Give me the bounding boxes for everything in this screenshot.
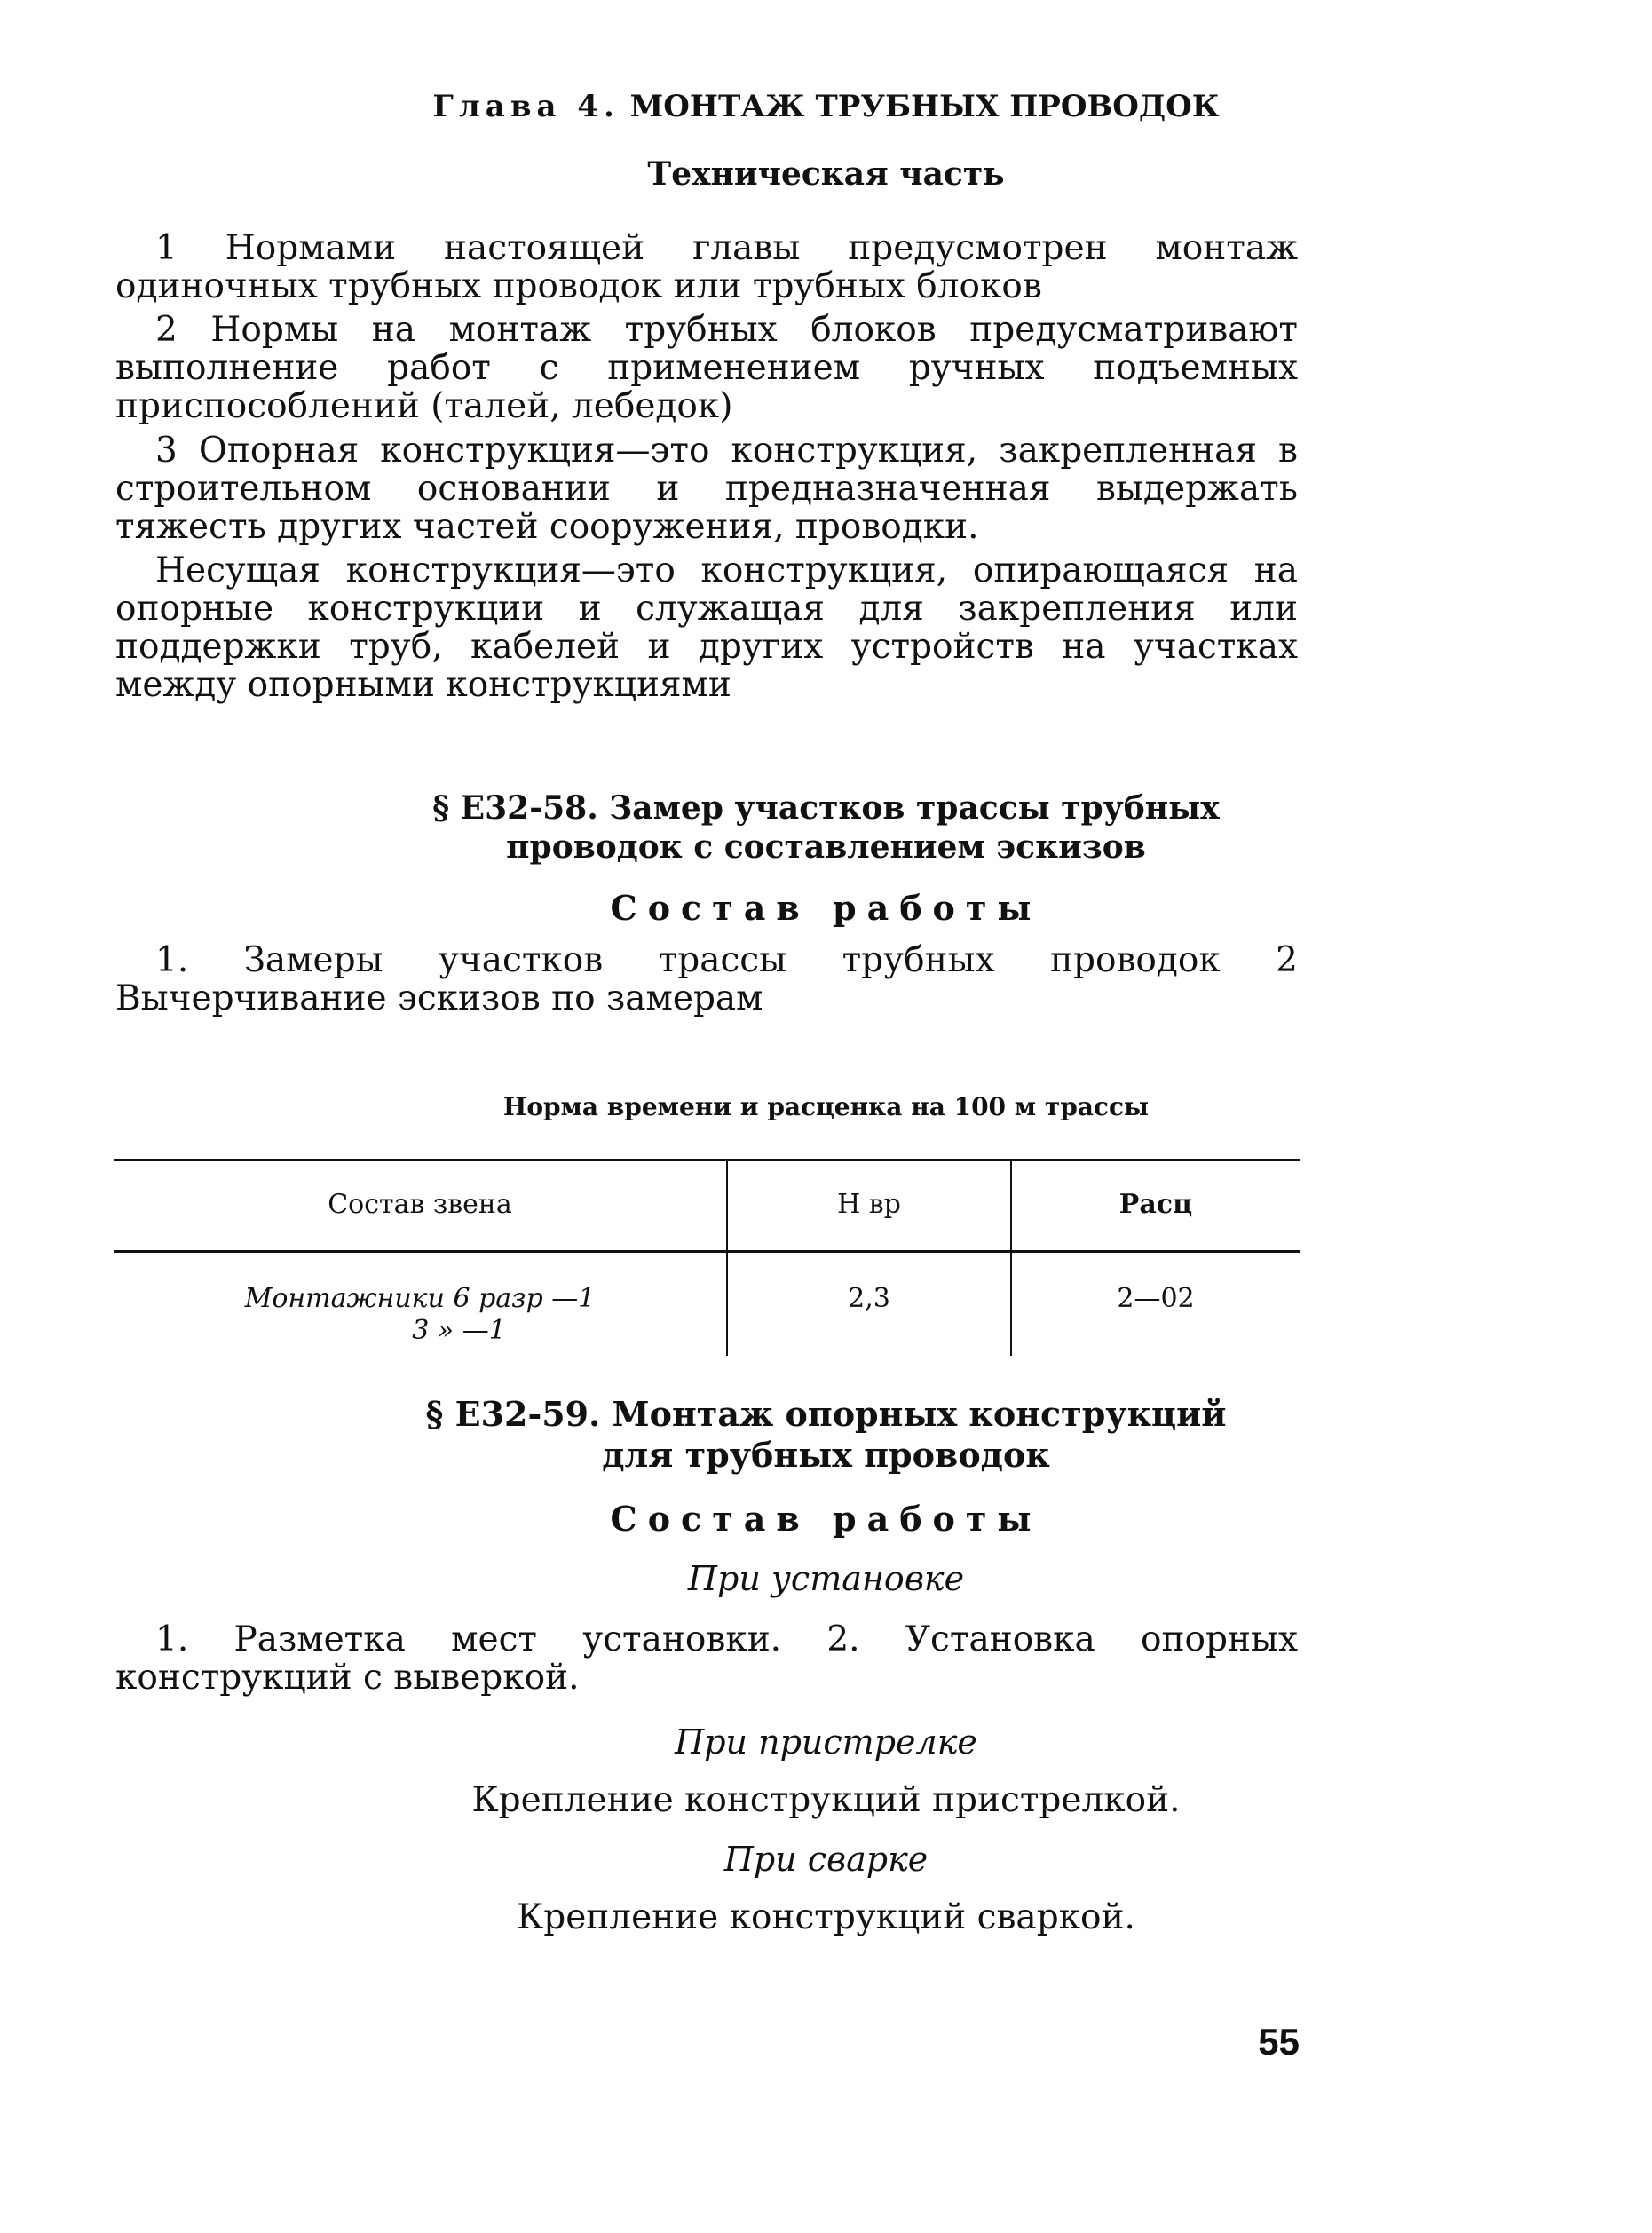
subheading-installation: При установке bbox=[687, 1559, 965, 1598]
table-caption: Норма времени и расценка на 100 м трассы bbox=[502, 1092, 1150, 1121]
subheading-shooting: При пристрелке bbox=[675, 1722, 977, 1762]
section-58-title: § Е32-58. Замер участков трассы трубных проводок с составлением эскизов bbox=[432, 789, 1220, 866]
shooting-text: Крепление конструкций пристрелкой. bbox=[471, 1780, 1181, 1820]
chapter-title: МОНТАЖ ТРУБНЫХ ПРОВОДОК bbox=[629, 89, 1220, 124]
tech-part-heading: Техническая часть bbox=[647, 155, 1005, 193]
chapter-heading bbox=[0, 89, 1652, 124]
table-top-rule bbox=[114, 1159, 1300, 1161]
table-header-rate: Расц bbox=[1118, 1189, 1193, 1220]
section-59-title: § Е32-59. Монтаж опорных конструкций для трубных проводок bbox=[425, 1394, 1227, 1475]
section-58-work-text: 1. Замеры участков трассы трубных проводок 2 Вычерчивание эскизов по замерам bbox=[115, 940, 1298, 1018]
section-58-work-heading: Состав работы bbox=[610, 888, 1042, 928]
tech-paragraph-3: 3 Опорная конструкция—это конструкция, закрепленная в строительном основании и предназначенная выдержать тяжесть других частей сооружения, проводки. bbox=[115, 431, 1298, 547]
page-number: 55 bbox=[1258, 2021, 1300, 2063]
norm-table bbox=[114, 1159, 1300, 1356]
section-59-work-heading: Состав работы bbox=[610, 1499, 1042, 1539]
table-cell-crew: Монтажники 6 разр —1 3 » —1 bbox=[244, 1283, 596, 1346]
installation-text: 1. Разметка мест установки. 2. Установка опорных конструкций с выверкой. bbox=[115, 1619, 1298, 1698]
tech-paragraph-1: 1 Нормами настоящей главы предусмотрен монтаж одиночных трубных проводок или трубных блоков bbox=[115, 228, 1298, 306]
table-header-norm: Н вр bbox=[837, 1189, 901, 1220]
tech-paragraph-4: Несущая конструкция—это конструкция, опирающаяся на опорные конструкции и служащая для закрепления или поддержки труб, кабелей и других устройств на участках между опорными конструкциями bbox=[115, 550, 1298, 705]
table-header-crew: Состав звена bbox=[328, 1189, 512, 1220]
welding-text: Крепление конструкций сваркой. bbox=[517, 1897, 1135, 1937]
table-cell-rate: 2—02 bbox=[1117, 1283, 1195, 1314]
table-cell-norm: 2,3 bbox=[848, 1283, 890, 1314]
chapter-prefix: Глава 4. bbox=[432, 89, 620, 124]
table-header-rule bbox=[114, 1250, 1300, 1253]
tech-paragraph-2: 2 Нормы на монтаж трубных блоков предусматривают выполнение работ с применением ручных подъемных приспособлений (талей, лебедок) bbox=[115, 310, 1298, 426]
subheading-welding: При сварке bbox=[723, 1840, 929, 1879]
